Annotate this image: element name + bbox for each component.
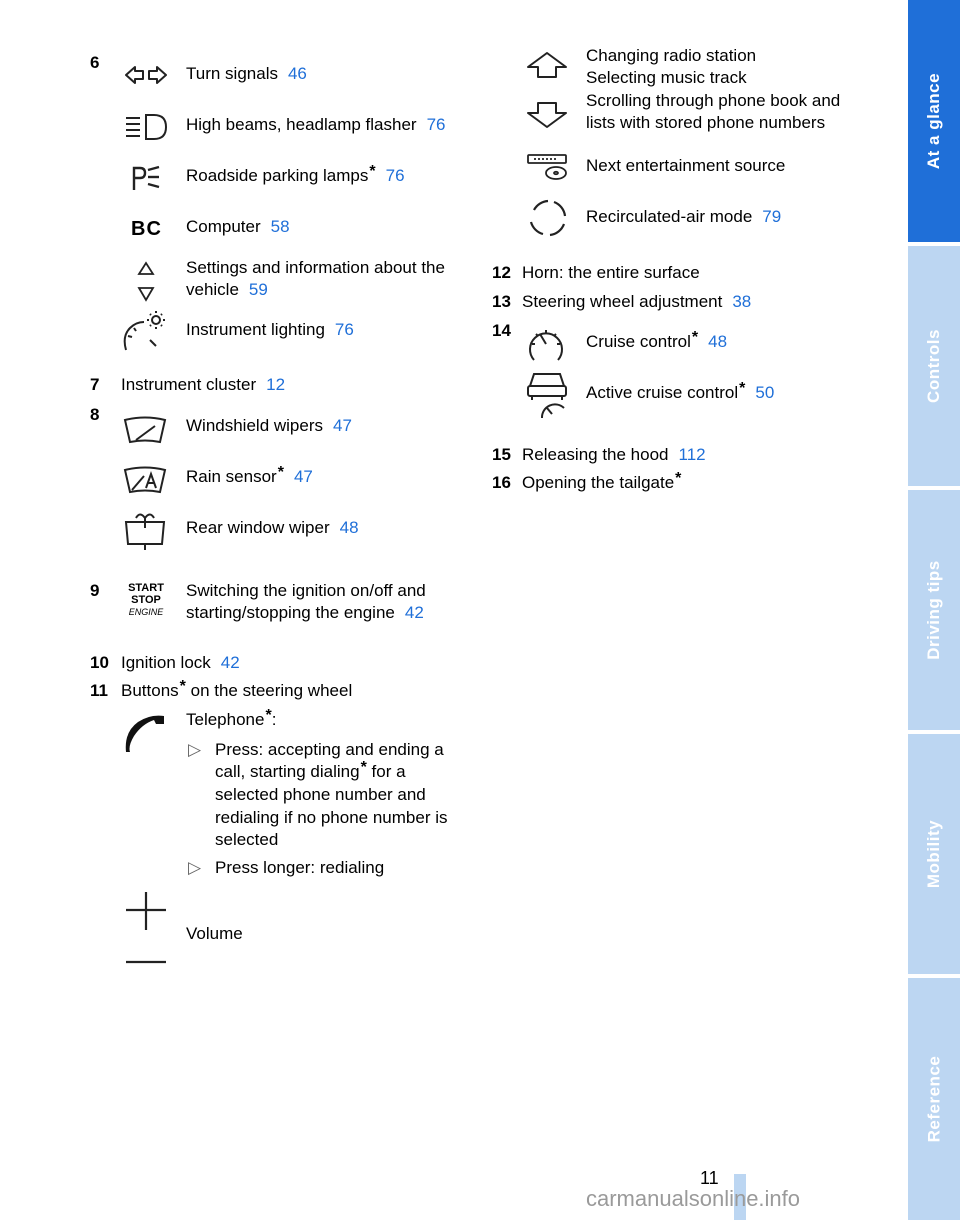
item-10-number: 10 — [90, 653, 109, 672]
tab-reference[interactable] — [908, 978, 960, 1220]
item-7-number: 7 — [90, 375, 100, 394]
optional-equipment-star: * — [277, 464, 284, 481]
radio-line4: lists with stored phone numbers — [586, 113, 826, 132]
cruise-control-icon — [526, 324, 566, 364]
optional-equipment-star: * — [691, 329, 699, 346]
settings-page-link[interactable]: 59 — [248, 280, 268, 299]
wipers-row — [186, 415, 352, 437]
next-source-label: Next entertainment source — [586, 156, 786, 175]
settings-line2: vehicle — [186, 280, 239, 299]
instrument-lighting-row — [186, 319, 354, 341]
instrument-lighting-label: Instrument lighting — [186, 320, 325, 339]
parking-lamps-label: Roadside parking lamps — [186, 166, 369, 185]
rain-sensor-page-link[interactable]: 47 — [293, 467, 313, 486]
rain-sensor-icon — [122, 464, 168, 496]
radio-line2: Selecting music track — [586, 68, 747, 87]
optional-equipment-star: * — [360, 759, 367, 776]
settings-line1: Settings and information about the — [186, 258, 445, 277]
high-beams-page-link[interactable]: 76 — [426, 115, 446, 134]
tel-press-line3: selected phone number and — [215, 785, 426, 804]
volume-label: Volume — [186, 924, 243, 943]
ignition-line2: starting/stopping the engine — [186, 603, 395, 622]
settings-row — [186, 279, 268, 301]
active-cruise-control-icon — [524, 366, 572, 420]
volume-minus-icon — [124, 958, 168, 966]
optional-equipment-star: * — [265, 707, 272, 724]
tab-controls-label: Controls — [924, 329, 944, 403]
ignition-page-link[interactable]: 42 — [404, 603, 424, 622]
arrow-down-icon — [526, 100, 568, 130]
telephone-handset-icon — [122, 712, 168, 756]
hood-page-link[interactable]: 112 — [678, 445, 706, 464]
wipers-page-link[interactable]: 47 — [333, 416, 352, 435]
item-14-number: 14 — [492, 321, 511, 340]
cruise-row — [586, 331, 727, 354]
rear-wiper-page-link[interactable]: 48 — [339, 518, 359, 537]
tab-driving-tips-label: Driving tips — [924, 560, 944, 660]
tel-press-line5: selected — [215, 830, 279, 849]
hood-label: Releasing the hood — [522, 445, 669, 464]
optional-equipment-star: * — [179, 678, 186, 695]
turn-signals-label: Turn signals — [186, 64, 278, 83]
item-15-number: 15 — [492, 445, 511, 464]
radio-line1: Changing radio station — [586, 46, 757, 65]
item-11-number: 11 — [90, 681, 108, 700]
high-beam-icon — [124, 112, 168, 142]
recirculated-air-icon — [526, 196, 570, 240]
windshield-wipers-icon — [122, 414, 168, 446]
cruise-page-link[interactable]: 48 — [708, 332, 728, 351]
stop-text: STOP — [131, 594, 161, 606]
instrument-cluster-label: Instrument cluster — [121, 375, 257, 394]
recirc-page-link[interactable]: 79 — [762, 207, 782, 226]
steering-adjust-label: Steering wheel adjustment — [522, 292, 723, 311]
optional-equipment-star: * — [369, 163, 376, 180]
tel-long-press-label: Press longer: redialing — [215, 858, 385, 877]
turn-signals-row — [186, 63, 307, 85]
item-7-row — [121, 374, 285, 396]
tab-reference-label: Reference — [924, 1055, 943, 1143]
watermark: carmanualsonline.info — [586, 1186, 801, 1211]
volume-plus-icon — [124, 890, 168, 932]
buttons-label: Buttons — [121, 681, 179, 700]
instrument-cluster-page-link[interactable]: 12 — [266, 375, 286, 394]
active-cruise-page-link[interactable]: 50 — [755, 383, 775, 402]
item-16-row — [522, 472, 681, 495]
entertainment-source-icon — [526, 152, 570, 182]
tel-press-line2 — [215, 761, 406, 784]
turn-signals-icon — [124, 64, 168, 86]
instrument-lighting-icon — [120, 310, 168, 354]
optional-equipment-star: * — [739, 380, 746, 397]
tel-press-line4: redialing if no phone number is — [215, 808, 448, 827]
telephone-row — [186, 709, 276, 732]
telephone-label: Telephone — [186, 710, 265, 729]
telephone-colon: : — [271, 710, 277, 729]
active-cruise-row — [586, 382, 774, 405]
parking-lamps-icon — [130, 164, 162, 192]
start-stop-engine-icon — [124, 582, 168, 618]
rear-wiper-label: Rear window wiper — [186, 518, 330, 537]
computer-label: Computer — [186, 217, 261, 236]
optional-equipment-star: * — [675, 470, 682, 487]
parking-lamps-page-link[interactable]: 76 — [385, 166, 405, 185]
high-beams-row — [186, 114, 446, 136]
rear-wiper-row — [186, 517, 359, 539]
ignition-row — [186, 602, 424, 624]
active-cruise-label: Active cruise control — [586, 383, 739, 402]
high-beams-label: High beams, headlamp flasher — [186, 115, 417, 134]
item-11-row — [121, 680, 352, 703]
cruise-label: Cruise control — [586, 332, 691, 351]
bullet-triangle-icon: ▷ — [188, 740, 202, 759]
arrow-up-icon — [526, 50, 568, 80]
instrument-lighting-page-link[interactable]: 76 — [334, 320, 354, 339]
item-9-number: 9 — [90, 581, 100, 600]
steering-adjust-page-link[interactable]: 38 — [732, 292, 752, 311]
ignition-lock-label: Ignition lock — [121, 653, 211, 672]
tel-press-line1: Press: accepting and ending a — [215, 740, 444, 759]
parking-lamps-row — [186, 165, 405, 188]
tel-press-line2a: call, starting dialing — [215, 762, 360, 781]
rain-sensor-label: Rain sensor — [186, 467, 277, 486]
item-15-row — [522, 444, 706, 466]
ignition-line1: Switching the ignition on/off and — [186, 581, 426, 600]
item-13-number: 13 — [492, 292, 511, 311]
tab-driving-tips[interactable] — [908, 490, 960, 730]
settings-up-down-icon — [136, 260, 156, 304]
tab-at-a-glance-label: At a glance — [924, 72, 944, 170]
start-text: START — [128, 582, 164, 594]
horn-label: Horn: the entire surface — [522, 263, 700, 282]
engine-text: ENGINE — [128, 607, 164, 617]
page-number: 11 — [700, 1168, 719, 1188]
computer-row — [186, 216, 290, 238]
item-10-row — [121, 652, 240, 674]
item-8-number: 8 — [90, 405, 100, 424]
tab-controls[interactable] — [908, 246, 960, 486]
item-6-number: 6 — [90, 53, 100, 72]
ignition-lock-page-link[interactable]: 42 — [220, 653, 240, 672]
recirc-row — [586, 206, 781, 228]
computer-bc-icon: BC — [131, 218, 162, 240]
item-16-number: 16 — [492, 473, 511, 492]
rear-window-wiper-icon — [122, 508, 168, 552]
recirc-label: Recirculated-air mode — [586, 207, 753, 226]
wipers-label: Windshield wipers — [186, 416, 323, 435]
buttons-label-suffix: on the steering wheel — [185, 681, 353, 700]
tailgate-label: Opening the tailgate — [522, 473, 675, 492]
turn-signals-page-link[interactable]: 46 — [287, 64, 307, 83]
computer-page-link[interactable]: 58 — [270, 217, 290, 236]
rain-sensor-row — [186, 466, 313, 489]
tel-press-line2b: for a — [366, 762, 406, 781]
tab-at-a-glance[interactable] — [908, 0, 960, 242]
item-12-number: 12 — [492, 263, 511, 282]
section-sidebar — [908, 0, 960, 1220]
tab-mobility-label: Mobility — [924, 819, 943, 889]
bullet-triangle-icon: ▷ — [188, 858, 202, 877]
radio-line3: Scrolling through phone book and — [586, 91, 841, 110]
tab-mobility[interactable] — [908, 734, 960, 974]
item-13-row — [522, 291, 751, 313]
